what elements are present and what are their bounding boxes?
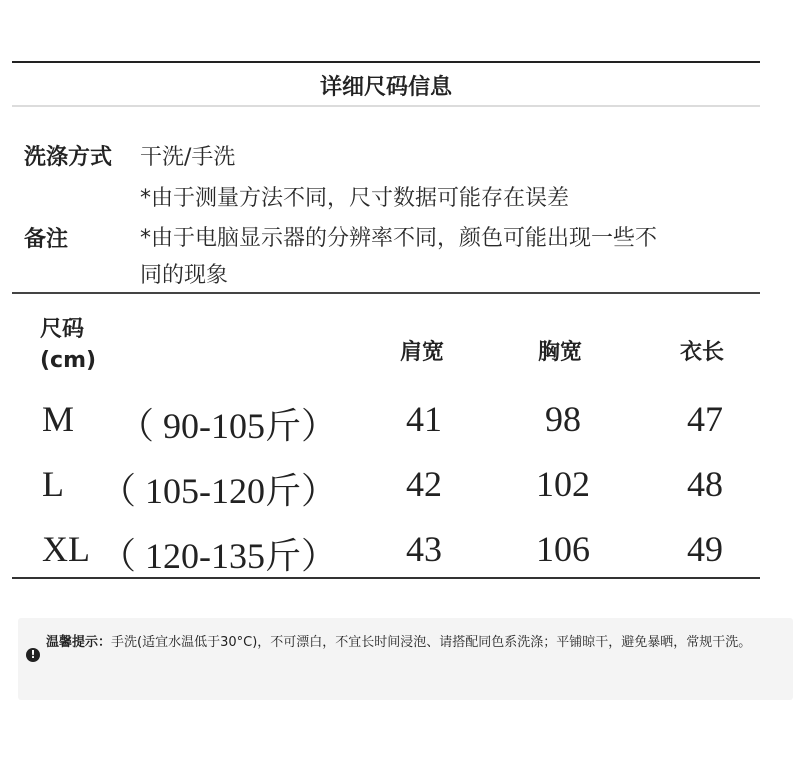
care-tip bbox=[46, 632, 786, 654]
size-cell: L bbox=[42, 464, 64, 504]
section-divider bbox=[12, 292, 760, 294]
size-cell: XL bbox=[42, 529, 90, 569]
shoulder-cell: 41 bbox=[406, 399, 442, 439]
weight-range-cell: （ 120-135斤） bbox=[100, 536, 337, 576]
title-divider bbox=[12, 105, 760, 107]
size-header: 尺码 bbox=[40, 317, 85, 342]
size-cell: M bbox=[42, 399, 75, 439]
notes-line-3: 同的现象 bbox=[140, 263, 229, 288]
care-tip-text: 手洗(适宜水温低于30°C)，不可漂白，不宜长时间浸泡、请搭配同色系洗涤；平铺晾干，避免暴晒，常规干洗。 bbox=[111, 635, 752, 650]
length-cell: 48 bbox=[687, 464, 723, 504]
length-cell: 47 bbox=[687, 399, 723, 439]
column-shoulder: 肩宽 bbox=[400, 340, 445, 365]
weight-range-cell: （ 90-105斤） bbox=[118, 406, 337, 446]
table-bottom-divider bbox=[12, 577, 760, 579]
notes-line-2: *由于电脑显示器的分辨率不同，颜色可能出现一些不 bbox=[140, 226, 658, 251]
column-length: 衣长 bbox=[680, 340, 725, 365]
info-icon: ! bbox=[26, 648, 40, 662]
top-divider bbox=[12, 61, 760, 63]
shoulder-cell: 42 bbox=[406, 464, 442, 504]
wash-label: 洗涤方式 bbox=[24, 145, 113, 170]
length-cell: 49 bbox=[687, 529, 723, 569]
weight-range-cell: （ 105-120斤） bbox=[100, 471, 337, 511]
chest-cell: 102 bbox=[536, 464, 590, 504]
notes-label: 备注 bbox=[24, 227, 69, 252]
wash-value: 干洗/手洗 bbox=[140, 145, 236, 170]
chest-cell: 98 bbox=[545, 399, 581, 439]
page-title: 详细尺码信息 bbox=[319, 75, 452, 100]
shoulder-cell: 43 bbox=[406, 529, 442, 569]
column-chest: 胸宽 bbox=[538, 340, 583, 365]
care-tip-box bbox=[18, 618, 793, 700]
size-unit: (cm) bbox=[40, 348, 97, 373]
chest-cell: 106 bbox=[536, 529, 590, 569]
notes-line-1: *由于测量方法不同，尺寸数据可能存在误差 bbox=[140, 186, 570, 211]
care-tip-label: 温馨提示： bbox=[46, 635, 112, 650]
